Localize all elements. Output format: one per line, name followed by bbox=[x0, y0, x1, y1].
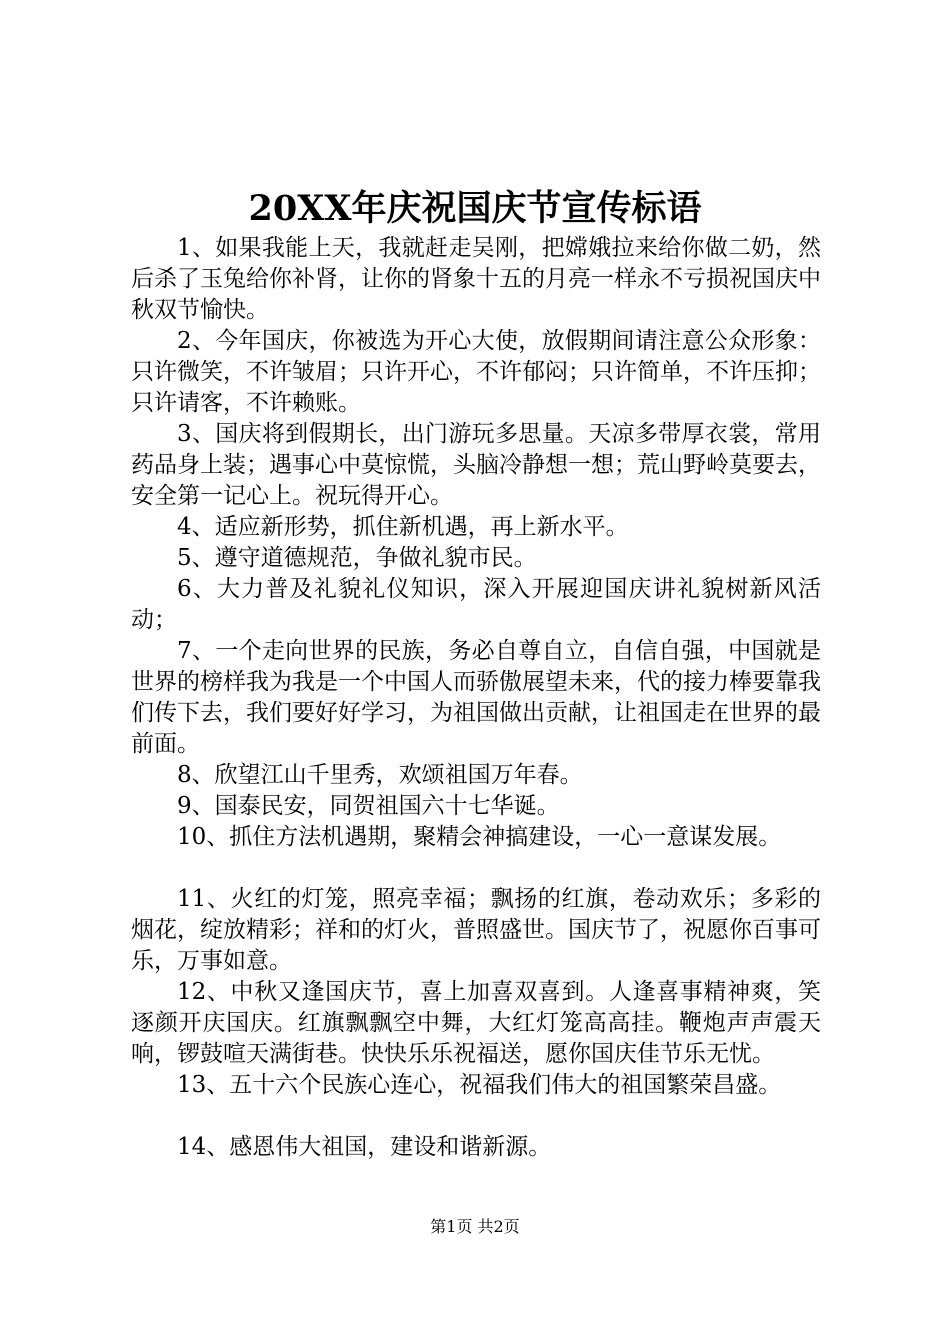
document-body bbox=[131, 233, 821, 1163]
slogan-item-9: 9、国泰民安，同贺祖国六十七华诞。 bbox=[177, 793, 560, 819]
slogan-item-7: 7、一个走向世界的民族，务必自尊自立，自信自强，中国就是世界的榜样我为我是一个中国人而骄傲展望未来，代的接力棒要靠我们传下去，我们要好好学习，为祖国做出贡献，让祖国走在世界的最前面。 bbox=[131, 638, 821, 757]
slogan-item-4: 4、适应新形势，抓住新机遇，再上新水平。 bbox=[177, 514, 629, 540]
slogan-item-14: 14、感恩伟大祖国，建设和谐新源。 bbox=[177, 1134, 552, 1160]
slogan-item-1: 1、如果我能上天，我就赶走吴刚，把嫦娥拉来给你做二奶，然后杀了玉兔给你补肾，让你的肾象十五的月亮一样永不亏损祝国庆中秋双节愉快。 bbox=[131, 235, 821, 323]
slogan-item-2: 2、今年国庆，你被选为开心大使，放假期间请注意公众形象：只许微笑，不许皱眉；只许开心，不许郁闷；只许简单，不许压抑；只许请客，不许赖账。 bbox=[131, 328, 821, 416]
page-footer: 第1页 共2页 bbox=[430, 1217, 520, 1236]
slogan-item-11: 11、火红的灯笼，照亮幸福；飘扬的红旗，卷动欢乐；多彩的烟花，绽放精彩；祥和的灯火，普照盛世。国庆节了，祝愿你百事可乐，万事如意。 bbox=[131, 886, 821, 974]
slogan-item-13: 13、五十六个民族心连心，祝福我们伟大的祖国繁荣昌盛。 bbox=[177, 1072, 782, 1098]
slogan-item-3: 3、国庆将到假期长，出门游玩多思量。天凉多带厚衣裳，常用药品身上装；遇事心中莫惊慌，头脑冷静想一想；荒山野岭莫要去，安全第一记心上。祝玩得开心。 bbox=[131, 421, 821, 509]
slogan-item-12: 12、中秋又逢国庆节，喜上加喜双喜到。人逢喜事精神爽，笑逐颜开庆国庆。红旗飘飘空中舞，大红灯笼高高挂。鞭炮声声震天响，锣鼓喧天满街巷。快快乐乐祝福送，愿你国庆佳节乐无忧。 bbox=[131, 979, 821, 1067]
slogan-item-10: 10、抓住方法机遇期，聚精会神搞建设，一心一意谋发展。 bbox=[177, 824, 782, 850]
slogan-item-5: 5、遵守道德规范，争做礼貌市民。 bbox=[177, 545, 537, 571]
document-title: 20XX年庆祝国庆节宣传标语 bbox=[248, 188, 702, 229]
slogan-item-8: 8、欣望江山千里秀，欢颂祖国万年春。 bbox=[177, 762, 583, 788]
slogan-item-6: 6、大力普及礼貌礼仪知识，深入开展迎国庆讲礼貌树新风活动； bbox=[131, 576, 821, 633]
